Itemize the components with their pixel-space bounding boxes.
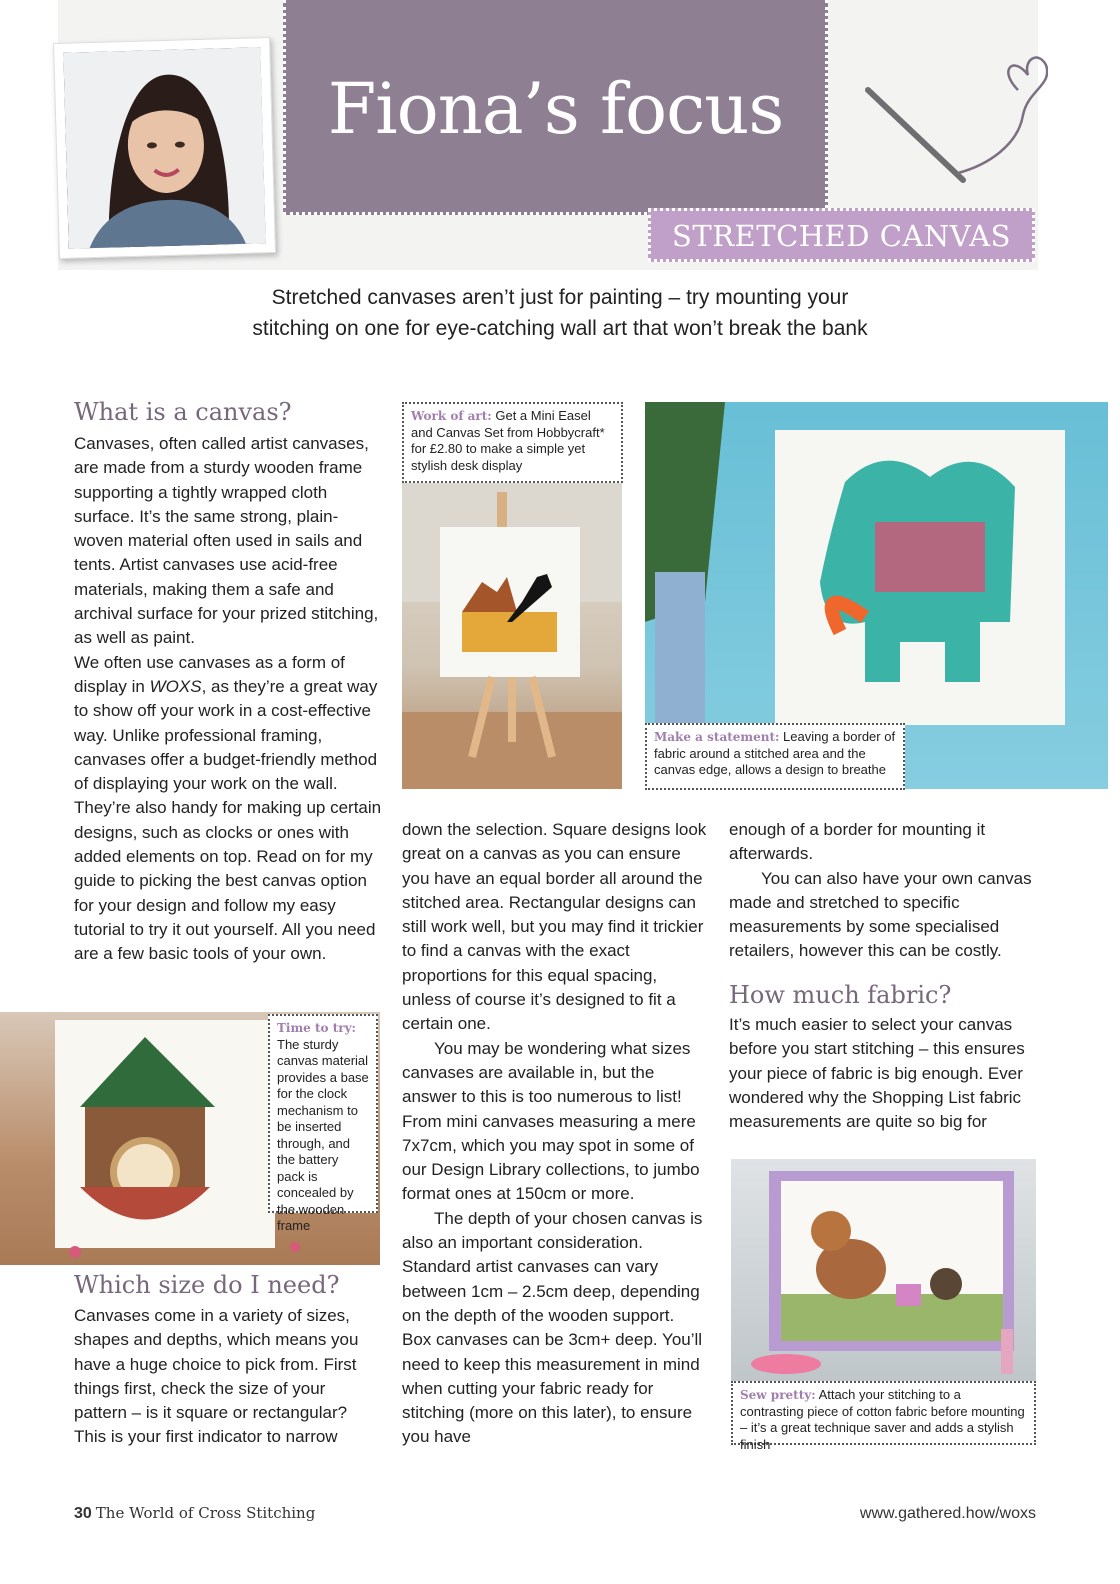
canvas-paragraph-2 bbox=[74, 651, 382, 967]
deer-canvas-photo bbox=[731, 1159, 1036, 1382]
caption-time-to-try bbox=[268, 1014, 378, 1233]
caption-clock-text: The sturdy canvas material provides a base for the clock mechanism to be inserted through, and the battery pack is concealed by the wooden frame bbox=[277, 1036, 369, 1233]
canvas-body bbox=[74, 432, 382, 967]
title-banner bbox=[283, 0, 828, 215]
right-paragraph-2: You can also have your own canvas made and stretched to specific measurements by some specialised retailers, however this can be costly. bbox=[729, 868, 1032, 961]
easel-illustration bbox=[402, 482, 622, 789]
size-body bbox=[74, 1304, 382, 1450]
middle-paragraph-1: down the selection. Square designs look great on a canvas as you can ensure you have an equal border all around the stitched area. Rectangular designs can still work well, but you may find it trickier to find a canvas with the exact proportions for this equal spacing, unless of course it’s designed to fit a certain one. bbox=[402, 820, 707, 1034]
caption-sew-pretty bbox=[731, 1381, 1036, 1452]
caption-elephant-text: Leaving a border of fabric around a stitched area and the canvas edge, allows a design to breathe bbox=[654, 729, 896, 777]
footer-url[interactable]: www.gathered.how/woxs bbox=[859, 1505, 1036, 1522]
canvas-p2-start: We often use canvases as a form of display in bbox=[74, 652, 345, 696]
right-paragraph-1: enough of a border for mounting it afterwards. bbox=[729, 820, 986, 864]
size-paragraph-1: Canvases come in a variety of sizes, shapes and depths, which means you have a huge choice to pick from. First things first, check the size of your pattern – is it square or rectangular? This is your first indicator to narrow bbox=[74, 1306, 359, 1447]
middle-body bbox=[402, 818, 708, 1450]
caption-easel-text: Get a Mini Easel and Canvas Set from Hobbycraft* for £2.80 to make a simple yet stylish desk display bbox=[411, 408, 605, 473]
portrait-illustration bbox=[63, 47, 265, 248]
deer-illustration bbox=[731, 1159, 1036, 1382]
caption-easel-lead: Work of art: bbox=[411, 409, 492, 423]
heading-how-much-fabric: How much fabric? bbox=[729, 981, 952, 1009]
standfirst-line-1: Stretched canvases aren’t just for painting – try mounting your bbox=[271, 286, 849, 309]
caption-deer-text: Attach your stitching to a contrasting piece of cotton fabric before mounting – it’s a great technique saver and adds a stylish finish bbox=[740, 1387, 1025, 1452]
right-body bbox=[729, 818, 1041, 964]
standfirst bbox=[200, 282, 920, 344]
canvas-p2-end: , as they’re a great way to show off your work in a cost-effective way. Unlike professional framing, canvases offer a budget-friendly method of displaying your work on the wall. They’re also handy for making up certain designs, such as clocks or ones with added elements on top. Read on for my guide to picking the best canvas option for your design and follow my easy tutorial to try it out yourself. All you need are a few basic tools of your own. bbox=[74, 676, 382, 964]
footer-magazine bbox=[74, 1504, 315, 1523]
caption-deer-lead: Sew pretty: bbox=[740, 1388, 816, 1402]
page-title: Fiona’s focus bbox=[327, 68, 784, 150]
canvas-paragraph-1: Canvases, often called artist canvases, are made from a sturdy wooden frame supporting a tightly wrapped cloth surface. It’s the same strong, plain-woven material often used in sails and tents. Artist canvases use acid-free materials, making them a safe and archival surface for your prized stitching, as well as paint. bbox=[74, 434, 379, 648]
heading-which-size: Which size do I need? bbox=[74, 1271, 340, 1299]
standfirst-line-2: stitching on one for eye-catching wall art that won’t break the bank bbox=[252, 317, 868, 340]
fabric-body bbox=[729, 1013, 1041, 1134]
fabric-paragraph-1: It’s much easier to select your canvas before you start stitching – this ensures your piece of fabric is big enough. Ever wondered why the Shopping List fabric measurements are quite so big for bbox=[729, 1015, 1025, 1132]
middle-paragraph-2: You may be wondering what sizes canvases are available in, but the answer to this is too numerous to list! From mini canvases measuring a mere 7x7cm, which you may spot in some of our Design Library collections, to jumbo format ones at 150cm or more. bbox=[402, 1038, 700, 1204]
easel-photo bbox=[402, 482, 622, 789]
page-number: 30 bbox=[74, 1505, 92, 1522]
caption-make-a-statement bbox=[645, 723, 905, 790]
page-subtitle: STRETCHED CANVAS bbox=[672, 219, 1011, 253]
caption-elephant-lead: Make a statement: bbox=[654, 730, 780, 744]
heading-what-is-a-canvas: What is a canvas? bbox=[74, 398, 292, 426]
caption-clock-lead: Time to try: bbox=[277, 1021, 356, 1035]
caption-work-of-art bbox=[402, 402, 623, 483]
subtitle-banner bbox=[648, 208, 1035, 262]
middle-paragraph-3: The depth of your chosen canvas is also an important consideration. Standard artist canvases can vary between 1cm – 2.5cm deep, depending on the depth of the wooden support. Box canvases can be 3cm+ deep. You’ll need to keep this measurement in mind when cutting your fabric ready for stitching (more on this later), to ensure you have bbox=[402, 1208, 703, 1447]
needle-heart-icon bbox=[848, 45, 1048, 195]
author-portrait bbox=[53, 37, 276, 259]
magazine-abbrev: WOXS bbox=[149, 676, 202, 696]
magazine-name: The World of Cross Stitching bbox=[95, 1504, 316, 1522]
